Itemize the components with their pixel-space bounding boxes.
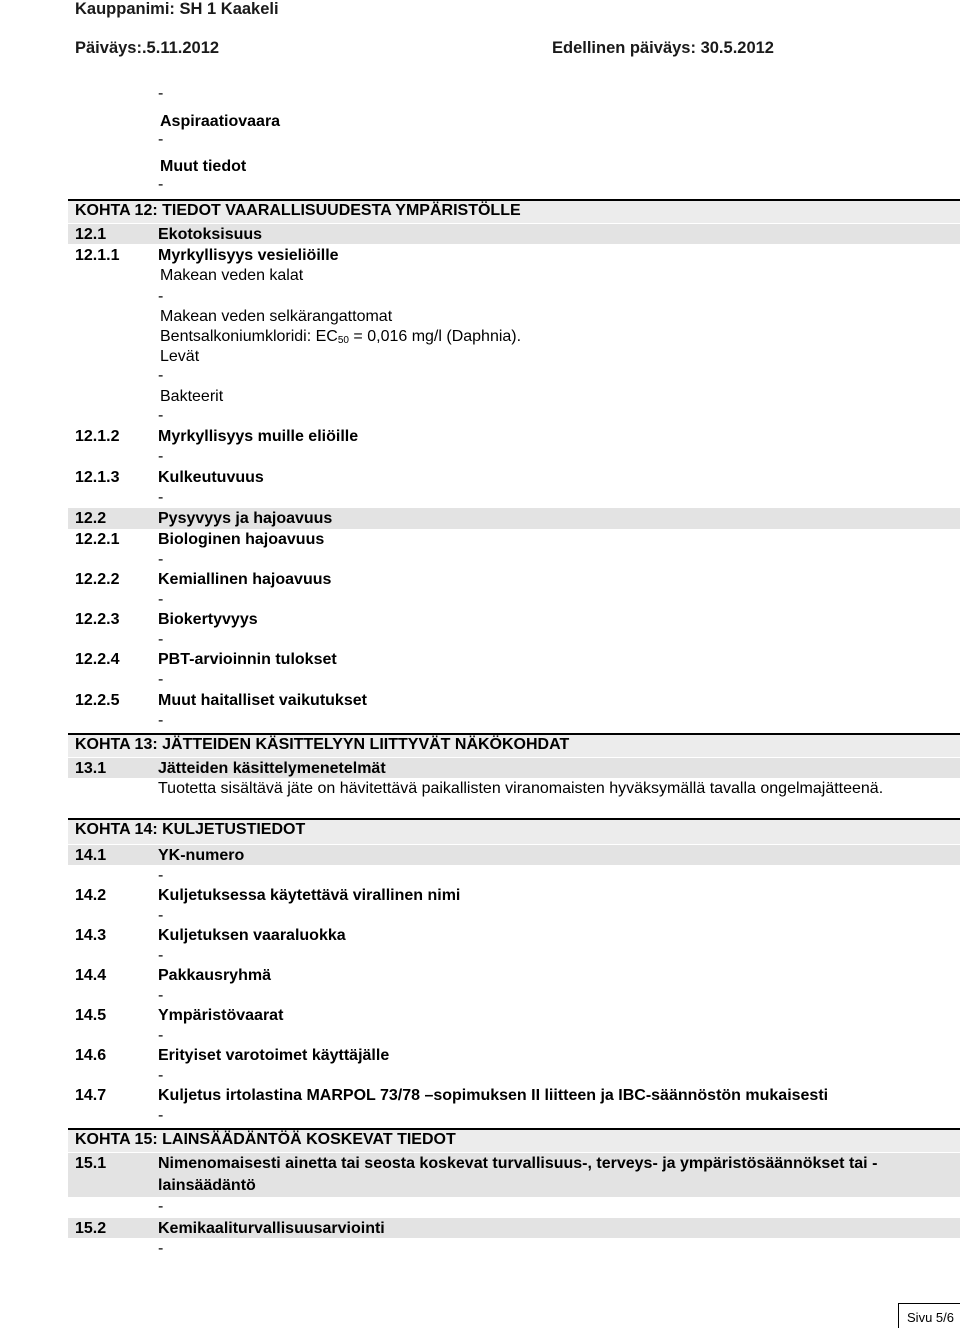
- num-14-6: 14.6: [75, 1047, 107, 1064]
- ec50-prefix: Bentsalkoniumkloridi: EC: [160, 328, 338, 345]
- regulations-heading-cont: lainsäädäntö: [158, 1177, 256, 1194]
- shipping-name-heading: Kuljetuksessa käytettävä virallinen nimi: [158, 887, 461, 904]
- num-14-2: 14.2: [75, 887, 107, 904]
- product-value: SH 1 Kaakeli: [179, 0, 279, 18]
- marpol-heading: Kuljetus irtolastina MARPOL 73/78 –sopimuksen II liitteen ja IBC-säännöstön mukaisesti: [158, 1087, 829, 1104]
- ec50-suffix: = 0,016 mg/l (Daphnia).: [348, 328, 522, 345]
- date-line: [75, 39, 219, 58]
- ec50-text: [160, 327, 521, 351]
- mobility-heading: Kulkeutuvuus: [158, 469, 264, 486]
- un-number-heading: YK-numero: [158, 847, 245, 864]
- num-12-2-3: 12.2.3: [75, 611, 120, 628]
- dash: -: [158, 131, 164, 148]
- previous-date-label: Edellinen päiväys:: [552, 39, 696, 57]
- date-label: Päiväys:: [75, 39, 142, 57]
- invertebrates-text: Makean veden selkärangattomat: [160, 308, 393, 325]
- bacteria-text: Bakteerit: [160, 388, 224, 405]
- waste-methods-heading: Jätteiden käsittelymenetelmät: [158, 760, 386, 777]
- num-15-2: 15.2: [75, 1220, 107, 1237]
- product-name-line: [75, 0, 279, 19]
- dash: -: [158, 867, 164, 884]
- fish-text: Makean veden kalat: [160, 267, 304, 284]
- dash: -: [158, 907, 164, 924]
- section-14-bar: [68, 818, 960, 844]
- num-14-1: 14.1: [75, 847, 107, 864]
- dash: -: [158, 1027, 164, 1044]
- dash: -: [158, 551, 164, 568]
- env-hazards-heading: Ympäristövaarat: [158, 1007, 284, 1024]
- dash: -: [158, 947, 164, 964]
- aquatic-tox-heading: Myrkyllisyys vesieliöille: [158, 247, 339, 264]
- dash: -: [158, 671, 164, 688]
- dash: -: [158, 1107, 164, 1124]
- hazard-class-heading: Kuljetuksen vaaraluokka: [158, 927, 346, 944]
- section-15-bar: [68, 1128, 960, 1152]
- algae-text: Levät: [160, 348, 200, 365]
- other-info-heading: Muut tiedot: [160, 158, 247, 175]
- dash: -: [158, 1198, 164, 1215]
- section-15-title: KOHTA 15: LAINSÄÄDÄNTÖÄ KOSKEVAT TIEDOT: [75, 1131, 456, 1148]
- dash: -: [158, 1240, 164, 1257]
- num-12-2-5: 12.2.5: [75, 692, 120, 709]
- pbt-heading: PBT-arvioinnin tulokset: [158, 651, 337, 668]
- section-12-title: KOHTA 12: TIEDOT VAARALLISUUDESTA YMPÄRISTÖLLE: [75, 202, 521, 219]
- num-15-1: 15.1: [75, 1155, 107, 1172]
- special-precautions-heading: Erityiset varotoimet käyttäjälle: [158, 1047, 390, 1064]
- ecotox-heading: Ekotoksisuus: [158, 226, 263, 243]
- biodegradation-heading: Biologinen hajoavuus: [158, 531, 325, 548]
- section-14-title: KOHTA 14: KULJETUSTIEDOT: [75, 821, 306, 838]
- dash: -: [158, 591, 164, 608]
- dash: -: [158, 367, 164, 384]
- dash: -: [158, 987, 164, 1004]
- num-12-1-3: 12.1.3: [75, 469, 120, 486]
- other-organisms-heading: Myrkyllisyys muille eliöille: [158, 428, 359, 445]
- dash: -: [158, 631, 164, 648]
- num-14-4: 14.4: [75, 967, 107, 984]
- ec50-subscript: 50: [337, 335, 349, 346]
- dash: -: [158, 407, 164, 424]
- num-12-1-2: 12.1.2: [75, 428, 120, 445]
- persistence-heading: Pysyvyys ja hajoavuus: [158, 510, 333, 527]
- section-13-bar: [68, 733, 960, 757]
- aspiration-heading: Aspiraatiovaara: [160, 113, 281, 130]
- num-12-1-1: 12.1.1: [75, 247, 120, 264]
- bioaccumulation-heading: Biokertyvyys: [158, 611, 258, 628]
- chemical-degradation-heading: Kemiallinen hajoavuus: [158, 571, 332, 588]
- date-value: .5.11.2012: [141, 39, 220, 57]
- previous-date-line: [552, 39, 774, 58]
- csa-heading: Kemikaaliturvallisuusarviointi: [158, 1220, 385, 1237]
- dash: -: [158, 288, 164, 305]
- num-12-1: 12.1: [75, 226, 107, 243]
- page-number: Sivu 5/6: [907, 1310, 954, 1325]
- section-13-title: KOHTA 13: JÄTTEIDEN KÄSITTELYYN LIITTYVÄT NÄKÖKOHDAT: [75, 736, 570, 753]
- dash: -: [158, 448, 164, 465]
- num-13-1: 13.1: [75, 760, 107, 777]
- other-effects-heading: Muut haitalliset vaikutukset: [158, 692, 367, 709]
- num-14-5: 14.5: [75, 1007, 107, 1024]
- packing-group-heading: Pakkausryhmä: [158, 967, 271, 984]
- section-12-bar: [68, 199, 960, 223]
- num-14-3: 14.3: [75, 927, 107, 944]
- dash: -: [158, 1067, 164, 1084]
- num-12-2-1: 12.2.1: [75, 531, 120, 548]
- num-12-2-2: 12.2.2: [75, 571, 120, 588]
- num-12-2: 12.2: [75, 510, 107, 527]
- dash: -: [158, 712, 164, 729]
- product-label: Kauppanimi:: [75, 0, 175, 18]
- dash: -: [158, 176, 164, 193]
- dash: -: [158, 489, 164, 506]
- waste-text: Tuotetta sisältävä jäte on hävitettävä paikallisten viranomaisten hyväksymällä tavalla ongelmajätteenä.: [158, 780, 884, 797]
- regulations-heading: Nimenomaisesti ainetta tai seosta koskevat turvallisuus-, terveys- ja ympäristösäännökset tai -: [158, 1155, 878, 1172]
- num-14-7: 14.7: [75, 1087, 107, 1104]
- previous-date-value: 30.5.2012: [700, 39, 774, 57]
- num-12-2-4: 12.2.4: [75, 651, 120, 668]
- dash: -: [158, 85, 164, 102]
